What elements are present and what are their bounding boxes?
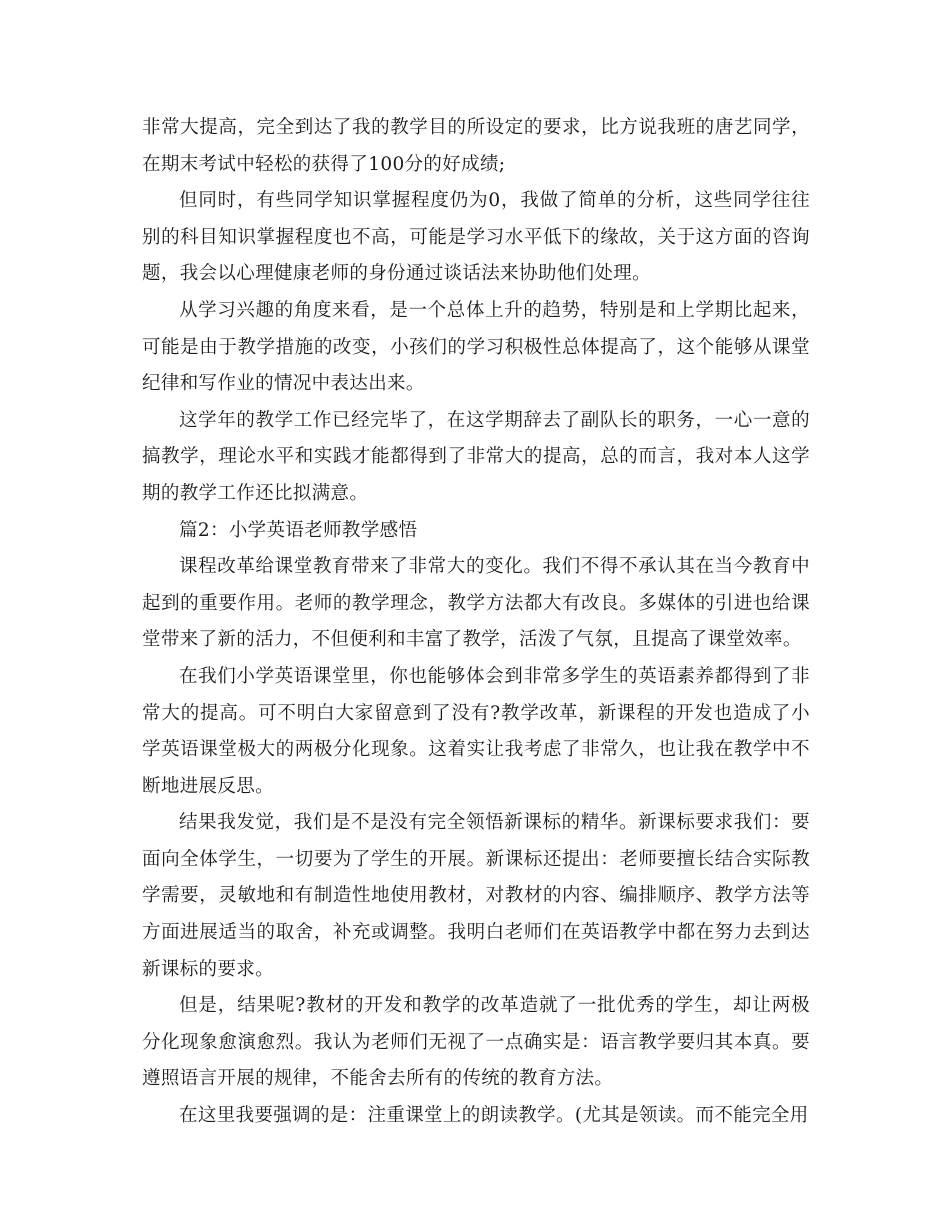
- body-paragraph: 非常大提高，完全到达了我的教学目的所设定的要求，比方说我班的唐艺同学，在期末考试中轻松的获得了100分的好成绩;: [142, 117, 810, 175]
- section-heading: 篇2：小学英语老师教学感悟: [179, 519, 418, 541]
- section-paragraph: 课程改革给课堂教育带来了非常大的变化。我们不得不承认其在当今教育中起到的重要作用。老师的教学理念，教学方法都大有改良。多媒体的引进也给课堂带来了新的活力，不但便利和丰富了教学，活泼了气氛，且提高了课堂效率。: [142, 556, 810, 651]
- body-paragraph: 从学习兴趣的角度来看，是一个总体上升的趋势，特别是和上学期比起来，可能是由于教学措施的改变，小孩们的学习积极性总体提高了，这个能够从课堂纪律和写作业的情况中表达出来。: [142, 299, 810, 395]
- section-paragraph: 但是，结果呢?教材的开发和教学的改革造就了一批优秀的学生，却让两极分化现象愈演愈烈。我认为老师们无视了一点确实是：语言教学要归其本真。要遵照语言开展的规律，不能舍去所有的传统的教育方法。: [142, 995, 810, 1090]
- section-paragraph: 在我们小学英语课堂里，你也能够体会到非常多学生的英语素养都得到了非常大的提高。可不明白大家留意到了没有?教学改革，新课程的开发也造成了小学英语课堂极大的两极分化现象。这着实让我考虑了非常久，也让我在教学中不断地进展反思。: [142, 665, 810, 797]
- section-paragraph: 结果我发觉，我们是不是没有完全领悟新课标的精华。新课标要求我们：要面向全体学生，一切要为了学生的开展。新课标还提出：老师要擅长结合实际教学需要，灵敏地和有制造性地使用教材，对教材的内容、编排顺序、教学方法等方面进展适当的取舍，补充或调整。我明白老师们在英语教学中都在努力去到达新课标的要求。: [142, 812, 810, 980]
- body-paragraph: 这学年的教学工作已经完毕了，在这学期辞去了副队长的职务，一心一意的搞教学，理论水平和实践才能都得到了非常大的提高，总的而言，我对本人这学期的教学工作还比拟满意。: [142, 409, 810, 504]
- section-paragraph: 在这里我要强调的是：注重课堂上的朗读教学。(尤其是领读。而不能完全用: [179, 1105, 809, 1127]
- document-page: [142, 110, 810, 1135]
- body-paragraph: 但同时，有些同学知识掌握程度仍为0，我做了简单的分析，这些同学往往别的科目知识掌握程度也不高，可能是学习水平低下的缘故，关于这方面的咨询题，我会以心理健康老师的身份通过谈话法来协助他们处理。: [142, 190, 810, 285]
